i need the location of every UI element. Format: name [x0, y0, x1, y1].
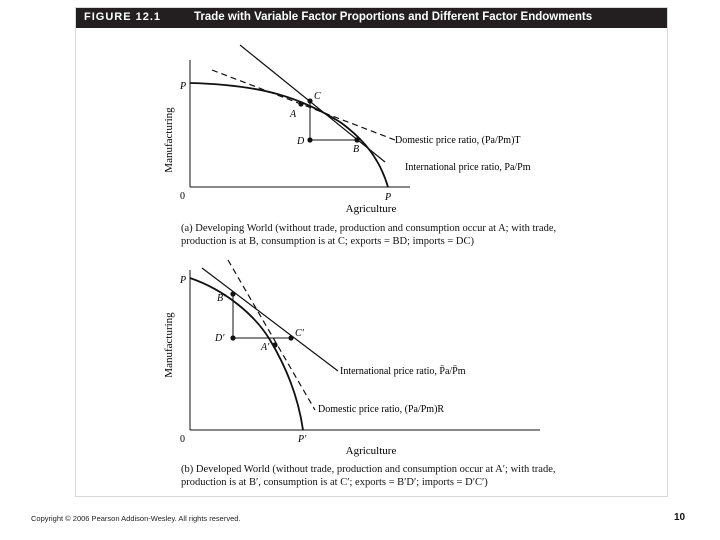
panel-a-caption: (a) Developing World (without trade, production and consumption occur at A; with trade, production is at B, consumption is at C; exports = BD; imports = DC) — [181, 223, 557, 247]
panel-a-international-label: International price ratio, Pa/Pm — [405, 162, 531, 173]
panel-b-origin: 0 — [180, 434, 185, 445]
panel-b-p-top: P — [180, 275, 187, 286]
panel-b-xlabel: Agriculture — [345, 445, 397, 457]
panel-b-point-b — [230, 291, 235, 296]
panel-a-label-a: A — [290, 109, 297, 120]
panel-b-p-bottom: P′ — [298, 434, 307, 445]
panel-b-caption: (b) Developed World (without trade, production and consumption occur at A′; with trade, production is at B′, consumption is at C′; exports = B′D′; imports = D′C′) — [181, 464, 556, 488]
page-number: 10 — [674, 512, 686, 523]
figure-label: FIGURE 12.1 — [84, 11, 162, 23]
panel-b-point-d — [230, 335, 235, 340]
panel-b-label-a: A′ — [261, 342, 270, 353]
panel-b-label-c: C′ — [295, 328, 304, 339]
copyright-notice: Copyright © 2006 Pearson Addison-Wesley. All rights reserved. — [31, 514, 241, 523]
panel-b-point-c — [288, 335, 293, 340]
panel-b-international-price-line — [202, 268, 338, 371]
figure-title: Trade with Variable Factor Proportions and Different Factor Endowments — [194, 11, 593, 23]
panel-b-label-d: D′ — [215, 333, 225, 344]
panel-a-label-b: B — [353, 144, 360, 155]
panel-a-p-top: P — [180, 81, 187, 92]
panel-a-origin: 0 — [180, 191, 185, 202]
panel-a-xlabel: Agriculture — [345, 203, 397, 215]
panel-b-ylabel: Manufacturing — [163, 312, 175, 378]
panel-b-ppf-curve — [190, 278, 303, 430]
panel-a-domestic-label: Domestic price ratio, (Pa/Pm)T — [395, 135, 521, 146]
panel-b-point-a — [272, 342, 277, 347]
panel-a-ylabel: Manufacturing — [163, 107, 175, 173]
panel-a-label-c: C — [314, 91, 321, 102]
panel-b-label-b: B′ — [217, 293, 226, 304]
panel-b-international-label: International price ratio, P̄a/P̄m — [340, 366, 466, 377]
panel-b-domestic-label: Domestic price ratio, (Pa/Pm)R — [318, 404, 445, 415]
panel-a-p-bottom: P — [385, 192, 392, 203]
panel-a-label-d: D — [297, 136, 305, 147]
